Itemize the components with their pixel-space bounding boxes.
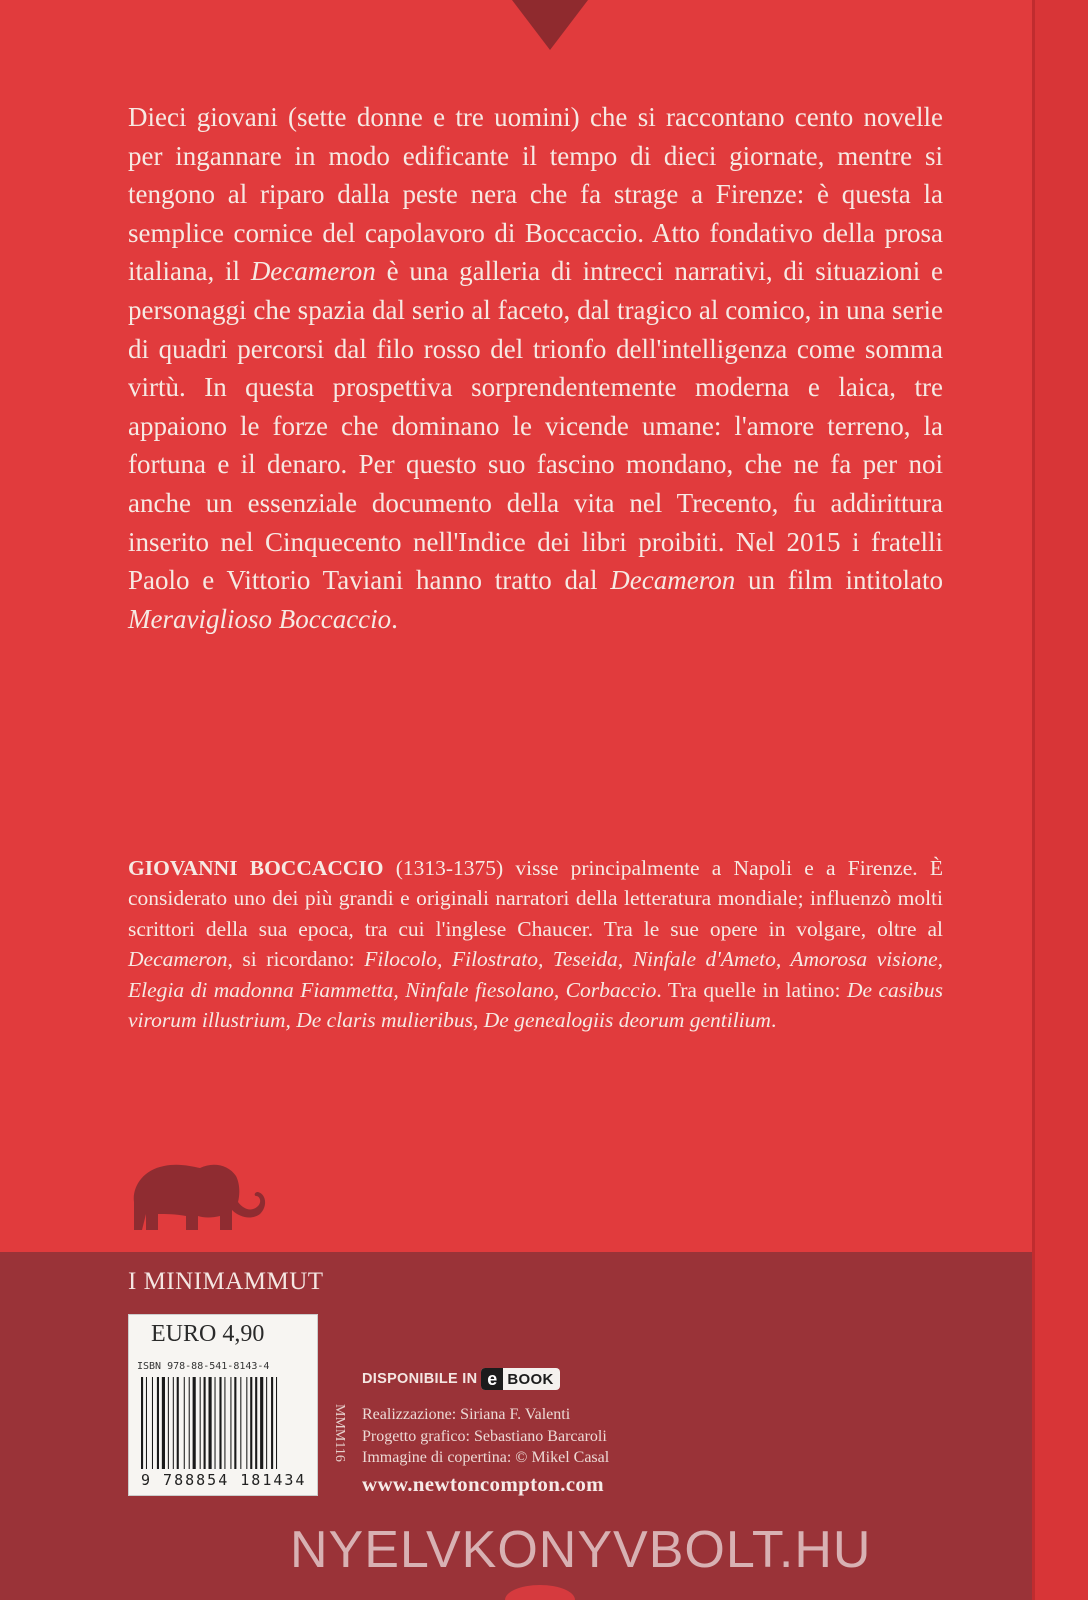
barcode-bar: [271, 1377, 273, 1469]
barcode-bar: [260, 1377, 263, 1469]
barcode-bar: [157, 1377, 159, 1469]
price-label: EURO 4,90: [151, 1321, 265, 1347]
availability-label: DISPONIBILE IN: [362, 1371, 478, 1387]
barcode-bar: [276, 1377, 277, 1469]
barcode-bar: [141, 1377, 143, 1469]
barcode-bar: [246, 1377, 247, 1469]
ebook-availability: [362, 1368, 560, 1390]
author-name: GIOVANNI BOCCACCIO: [128, 856, 384, 880]
credit-line: Realizzazione: Siriana F. Valenti: [362, 1406, 571, 1423]
barcode-bar: [204, 1377, 206, 1469]
barcode-bar: [230, 1377, 231, 1469]
isbn-text: ISBN 978-88-541-8143-4: [137, 1361, 270, 1372]
barcode-bar: [224, 1377, 225, 1469]
credit-line: Progetto grafico: Sebastiano Barcaroli: [362, 1427, 607, 1445]
barcode-icon: [141, 1377, 305, 1469]
credits: [362, 1404, 609, 1469]
barcode-bar: [162, 1377, 165, 1469]
author-bio: GIOVANNI BOCCACCIO (1313-1375) visse principalmente a Napoli e a Firenze. È considerato uno dei più grandi e originali narratori della letteratura mondiale; influenzò molti scrittori della sua epoca, tra cui l'inglese Chaucer. Tra le sue opere in volgare, oltre al Decameron, si ricordano: Filocolo, Filostrato, Teseida, Ninfale d'Ameto, Amorosa visione, Elegia di madonna Fiammetta, Ninfale fiesolano, Corbaccio. Tra quelle in latino: De casibus virorum illustrium, De claris mulieribus, De genealogiis deorum gentilium.: [128, 856, 943, 1033]
series-name: I MINIMAMMUT: [128, 1268, 324, 1295]
barcode-bar: [184, 1377, 185, 1469]
barcode-bar: [219, 1377, 221, 1469]
barcode-bar: [209, 1377, 212, 1469]
barcode-bar: [189, 1377, 190, 1469]
ebook-badge: e BOOK: [481, 1368, 559, 1390]
barcode-bar: [173, 1377, 174, 1469]
credit-line: Immagine di copertina: © Mikel Casal: [362, 1449, 610, 1466]
barcode-bar: [240, 1377, 241, 1469]
barcode-number: 9 788854 181434: [141, 1471, 307, 1489]
price-barcode-sticker: [128, 1314, 318, 1496]
barcode-bar: [255, 1377, 257, 1469]
barcode-bar: [200, 1377, 201, 1469]
barcode-bar: [168, 1377, 169, 1469]
barcode-bar: [215, 1377, 216, 1469]
publisher-website[interactable]: www.newtoncompton.com: [362, 1472, 604, 1496]
barcode-bar: [146, 1377, 147, 1469]
barcode-bar: [266, 1377, 267, 1469]
cover-spine-edge: [1032, 0, 1088, 1600]
product-code: MMM116: [332, 1404, 347, 1462]
watermark-text: NYELVKONYVBOLT.HU: [290, 1521, 872, 1579]
barcode-bar: [234, 1377, 236, 1469]
bookmark-ribbon: [512, 0, 588, 50]
mammoth-logo-icon: [128, 1158, 268, 1230]
barcode-bar: [250, 1377, 252, 1469]
barcode-bar: [152, 1377, 153, 1469]
barcode-bar: [193, 1377, 196, 1469]
barcode-bar: [177, 1377, 179, 1469]
blurb-text: Dieci giovani (sette donne e tre uomini) che si raccontano cento novelle per ingannare in modo edificante il tempo di dieci giornate, mentre si tengono al riparo dalla peste nera che fa strage a Firenze: è questa la semplice cornice del capolavoro di Boccaccio. Atto fondativo della prosa italiana, il Decameron è una galleria di intrecci narrativi, di situazioni e personaggi che spazia dal serio al faceto, dal tragico al comico, in una serie di quadri percorsi dal filo rosso del trionfo dell'intelligenza come somma virtù. In questa prospettiva sorprendentemente moderna e laica, tre appaiono le forze che dominano le vicende umane: l'amore terreno, la fortuna e il denaro. Per questo suo fascino mondano, che ne fa per noi anche un essenziale documento della vita nel Trecento, fu addirittura inserito nel Cinquecento nell'Indice dei libri proibiti. Nel 2015 i fratelli Paolo e Vittorio Taviani hanno tratto dal Decameron un film intitolato Meraviglioso Boccaccio.: [128, 102, 943, 634]
ebook-e-icon: e: [481, 1368, 503, 1390]
